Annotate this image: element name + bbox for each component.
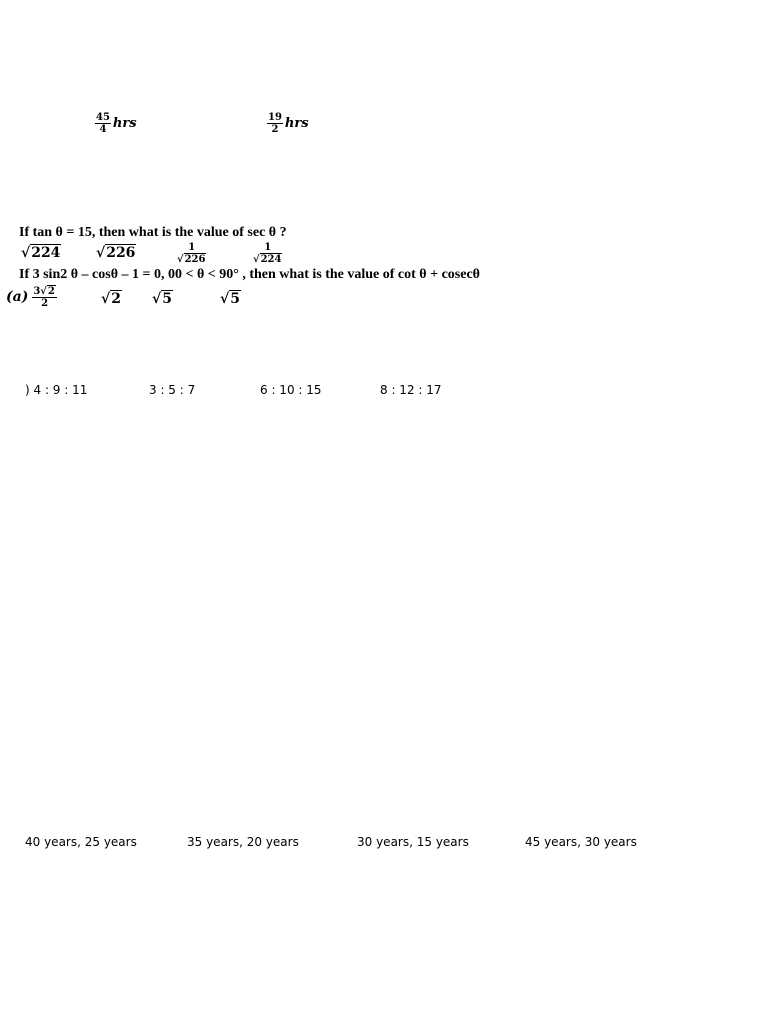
numerator: 1 [264, 242, 272, 253]
ratio-option-d: 8 : 12 : 17 [380, 383, 442, 397]
denominator: 4 [99, 124, 107, 135]
option-time-b [267, 112, 309, 135]
sqrt-expression: √2 [101, 291, 121, 307]
q1-option-b [96, 245, 136, 261]
age-option-a: 40 years, 25 years [25, 835, 137, 849]
sqrt-expression: √5 [220, 291, 240, 307]
numerator: 19 [268, 112, 282, 123]
radicand: 226 [106, 245, 136, 261]
fraction [267, 112, 283, 135]
question-1-text: If tan θ = 15, then what is the value of sec θ ? [19, 225, 287, 240]
age-option-c: 30 years, 15 years [357, 835, 469, 849]
denominator: 2 [41, 298, 49, 309]
ratio-option-c: 6 : 10 : 15 [260, 383, 322, 397]
fraction [95, 112, 111, 135]
sqrt-expression: √224 [21, 245, 61, 261]
sqrt-expression: √226 [96, 245, 136, 261]
q1-option-a [21, 245, 61, 261]
age-option-d: 45 years, 30 years [525, 835, 637, 849]
q1-option-c [176, 242, 207, 265]
radicand: 226 [184, 254, 206, 265]
option-label: (a) [6, 289, 29, 306]
numerator: 45 [96, 112, 110, 123]
q1-option-d [252, 242, 283, 265]
coefficient: 3 [33, 286, 41, 297]
option-time-a [95, 112, 137, 135]
question-2-text: If 3 sin2 θ – cosθ – 1 = 0, 00 < θ < 90° , then what is the value of cot θ + cosecθ [19, 267, 480, 282]
denominator: √224 [253, 254, 282, 265]
q2-option-a [6, 286, 57, 309]
q2-option-b [101, 291, 122, 307]
radicand: 5 [162, 291, 172, 307]
fraction [176, 242, 207, 265]
denominator: √226 [177, 254, 206, 265]
numerator: 3√2 [33, 286, 55, 297]
unit-label: hrs [284, 116, 309, 131]
denominator: 2 [271, 124, 279, 135]
q2-option-c [152, 291, 173, 307]
radicand: 224 [260, 254, 282, 265]
ratio-option-a: ) 4 : 9 : 11 [25, 383, 88, 397]
sqrt-expression: √5 [152, 291, 172, 307]
radicand: 5 [230, 291, 240, 307]
ratio-option-b: 3 : 5 : 7 [149, 383, 196, 397]
q2-option-d [220, 291, 241, 307]
radicand: 2 [111, 291, 121, 307]
radicand: 224 [31, 245, 61, 261]
unit-label: hrs [112, 116, 137, 131]
fraction [32, 286, 57, 309]
age-option-b: 35 years, 20 years [187, 835, 299, 849]
fraction [252, 242, 283, 265]
radicand: 2 [47, 286, 55, 297]
numerator: 1 [188, 242, 196, 253]
